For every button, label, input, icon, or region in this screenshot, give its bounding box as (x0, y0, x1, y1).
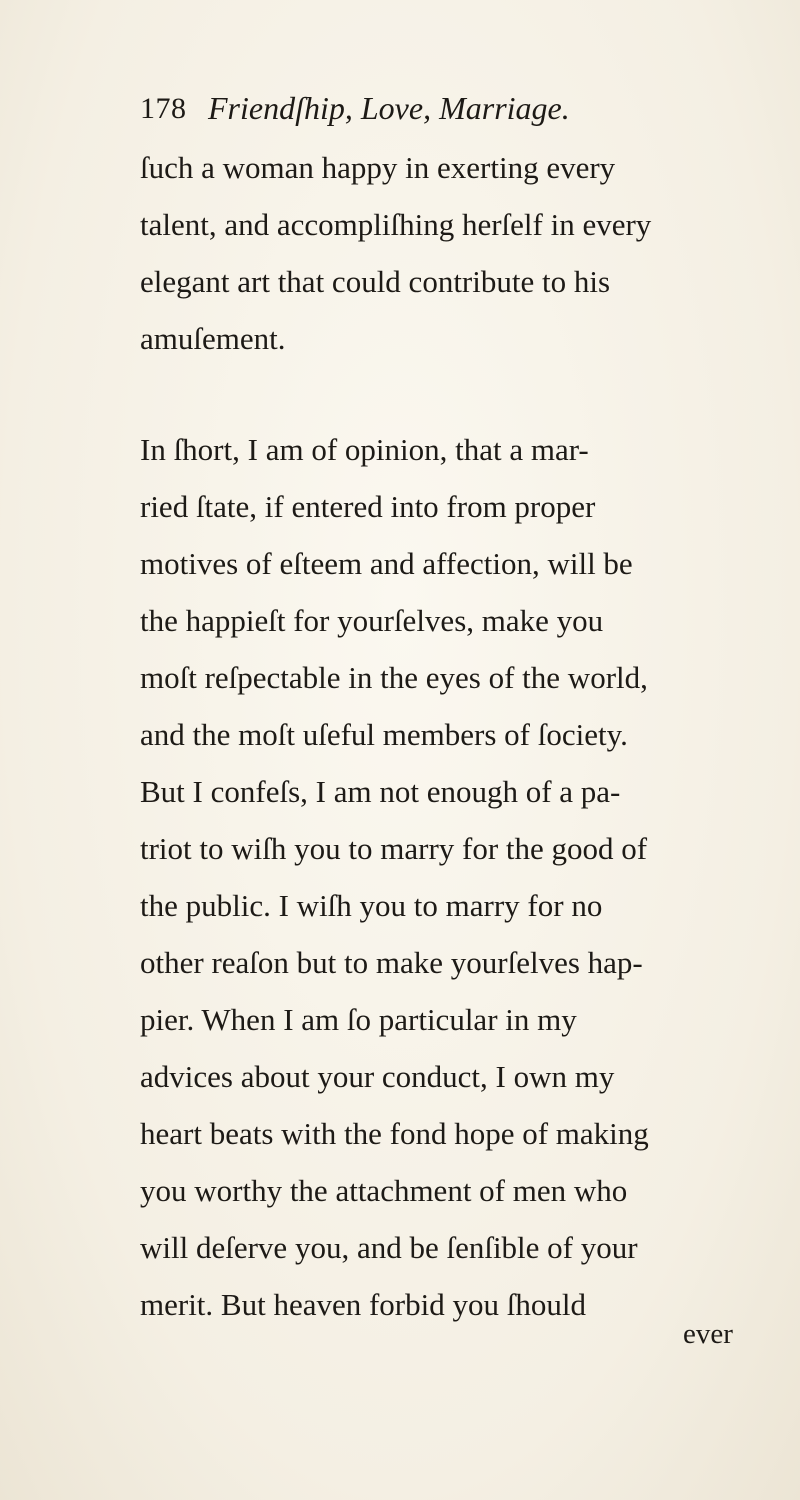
text-line: heart beats with the fond hope of making (140, 1116, 649, 1151)
text-line: elegant art that could contribute to his (140, 264, 611, 299)
text-line: talent, and accompliſhing herſelf in every (140, 207, 652, 242)
text-line: pier. When I am ſo particular in my (140, 1002, 577, 1037)
text-line: the happieſt for yourſelves, make you (140, 603, 604, 638)
text-line: motives of eſteem and affection, will be (140, 546, 633, 581)
text-line: and the moſt uſeful members of ſociety. (140, 717, 628, 752)
running-title: Friendſhip, Love, Marriage. (208, 90, 570, 126)
text-line: merit. But heaven forbid you ſhould (140, 1287, 586, 1322)
text-line: In ſhort, I am of opinion, that a mar- (140, 432, 589, 467)
text-line: triot to wiſh you to marry for the good of (140, 831, 648, 866)
text-line: moſt reſpectable in the eyes of the world, (140, 660, 648, 695)
text-line: the public. I wiſh you to marry for no (140, 888, 603, 923)
page-header (140, 92, 760, 132)
text-line: you worthy the attachment of men who (140, 1173, 628, 1208)
text-line: will deſerve you, and be ſenſible of your (140, 1230, 638, 1265)
text-line: other reaſon but to make yourſelves hap- (140, 945, 643, 980)
catchword: ever (683, 1318, 733, 1350)
text-line: ried ſtate, if entered into from proper (140, 489, 596, 524)
text-line: advices about your conduct, I own my (140, 1059, 615, 1094)
text-line: ſuch a woman happy in exerting every (140, 150, 616, 185)
page-number: 178 (140, 92, 187, 125)
text-line: amuſement. (140, 321, 286, 356)
text-line: But I confeſs, I am not enough of a pa- (140, 774, 621, 809)
